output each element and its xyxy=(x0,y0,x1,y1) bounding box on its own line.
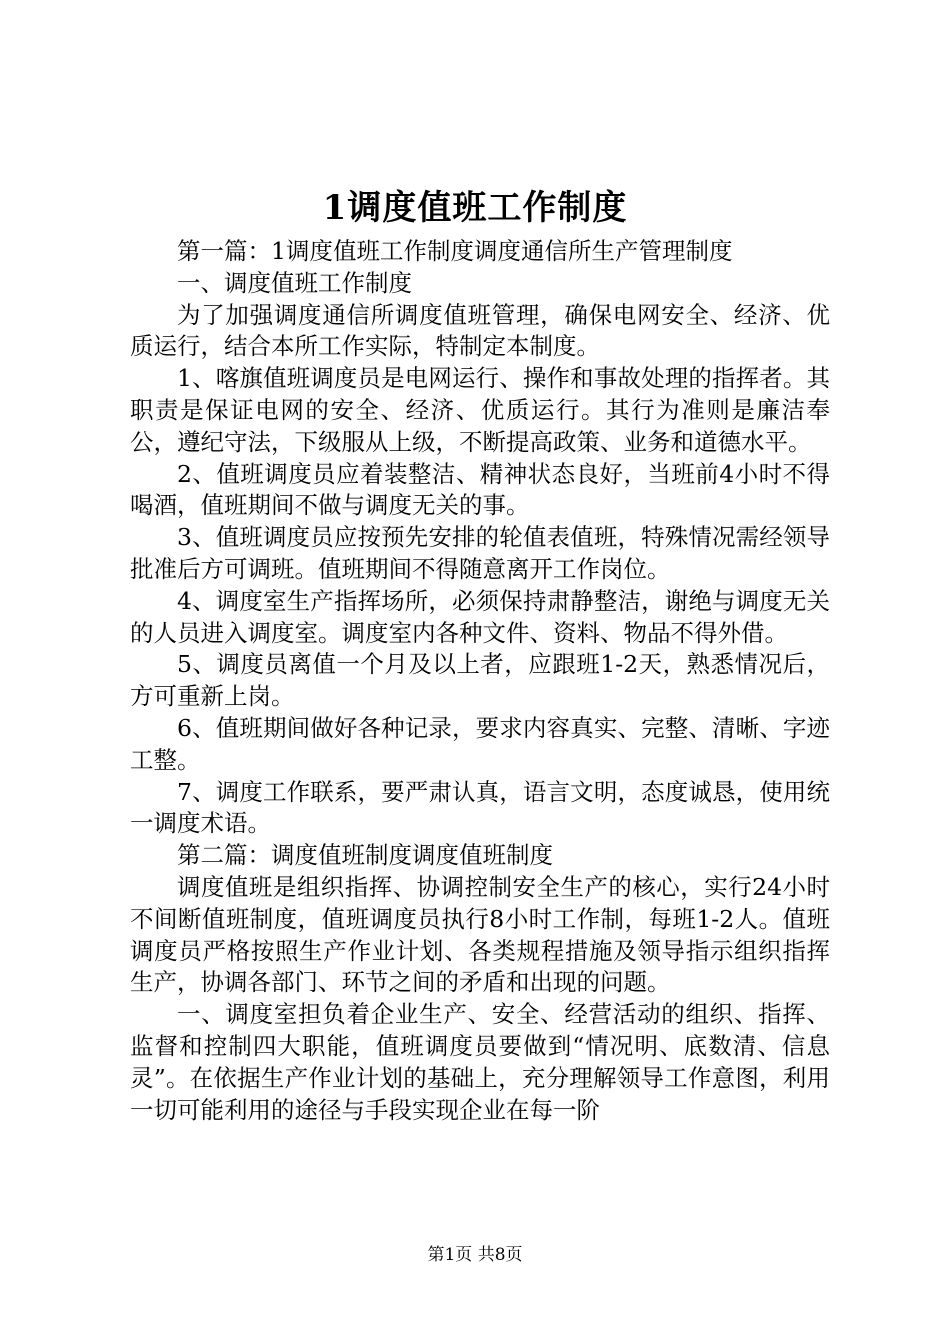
rule-item-4: 4、调度室生产指挥场所，必须保持肃静整洁，谢绝与调度无关的人员进入调度室。调度室内各种文件、资料、物品不得外借。 xyxy=(130,586,830,647)
body-paragraph: 为了加强调度通信所调度值班管理，确保电网安全、经济、优质运行，结合本所工作实际，特制定本制度。 xyxy=(130,300,830,361)
document-title: 1调度值班工作制度 xyxy=(322,188,628,228)
rule-item-6: 6、值班期间做好各种记录，要求内容真实、完整、清晰、字迹工整。 xyxy=(130,713,830,774)
section-heading-part-1: 第一篇：1调度值班工作制度调度通信所生产管理制度 xyxy=(177,237,733,265)
page-footer: 第1页 共8页 xyxy=(427,1245,523,1265)
section-heading-part-2: 第二篇：调度值班制度调度值班制度 xyxy=(177,841,553,870)
rule-item-2: 2、值班调度员应着装整洁、精神状态良好，当班前4小时不得喝酒，值班期间不做与调度无关的事。 xyxy=(130,459,830,520)
rule-item-5: 5、调度员离值一个月及以上者，应跟班1-2天，熟悉情况后，方可重新上岗。 xyxy=(130,650,830,711)
rule-item-7: 7、调度工作联系，要严肃认真，语言文明，态度诚恳，使用统一调度术语。 xyxy=(130,777,830,838)
body-paragraph: 一、调度室担负着企业生产、安全、经营活动的组织、指挥、监督和控制四大职能，值班调度员要做到“情况明、底数清、信息灵”。在依据生产作业计划的基础上，充分理解领导工作意图，利用一切可能利用的途径与手段实现企业在每一阶 xyxy=(130,1000,830,1124)
rule-item-1: 1、喀旗值班调度员是电网运行、操作和事故处理的指挥者。其职责是保证电网的安全、经济、优质运行。其行为准则是廉洁奉公，遵纪守法，下级服从上级，不断提高政策、业务和道德水平。 xyxy=(130,364,830,456)
subsection-heading: 一、调度值班工作制度 xyxy=(177,268,412,297)
document-body xyxy=(130,236,830,1126)
body-paragraph: 调度值班是组织指挥、协调控制安全生产的核心，实行24小时不间断值班制度，值班调度员执行8小时工作制，每班1-2人。值班调度员严格按照生产作业计划、各类规程措施及领导指示组织指挥生产，协调各部门、环节之间的矛盾和出现的问题。 xyxy=(130,872,830,997)
rule-item-3: 3、值班调度员应按预先安排的轮值表值班，特殊情况需经领导批准后方可调班。值班期间不得随意离开工作岗位。 xyxy=(130,523,830,583)
